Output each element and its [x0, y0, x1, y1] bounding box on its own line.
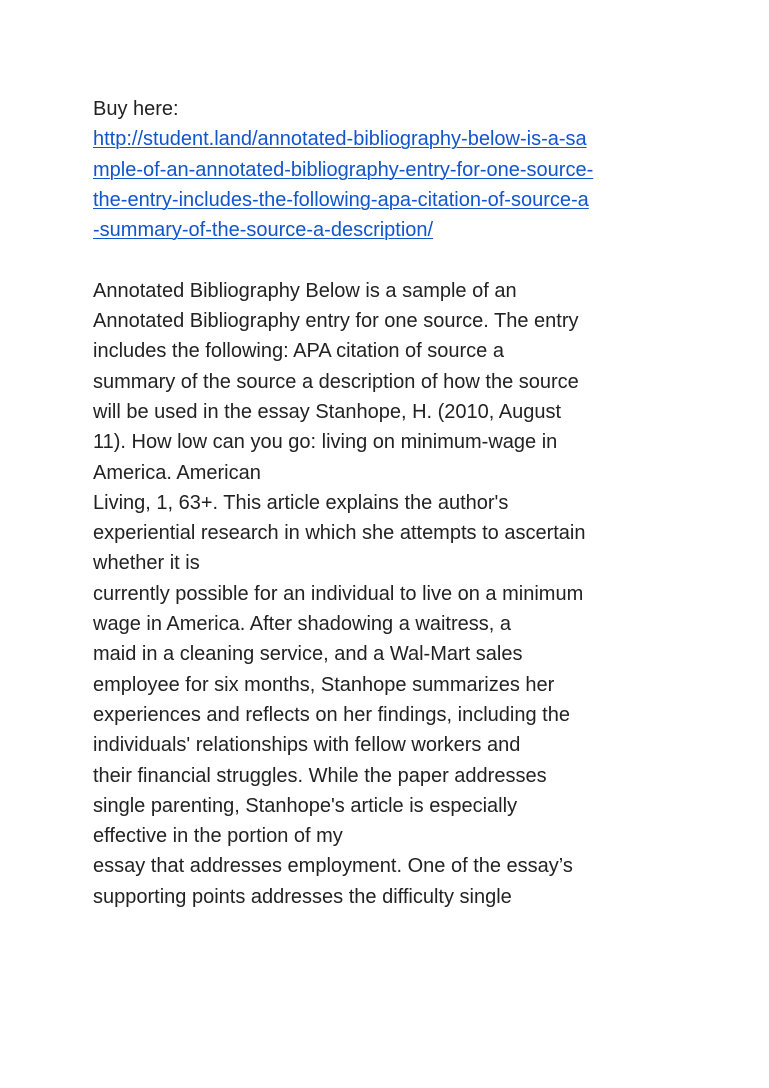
body-text-line: supporting points addresses the difficulty single [93, 885, 512, 908]
body-text-line: Living, 1, 63+. This article explains the author's [93, 491, 509, 514]
buy-here-label: Buy here: [93, 98, 179, 120]
body-text-line: individuals' relationships with fellow workers and [93, 734, 521, 757]
body-text-line: experiences and reflects on her findings, including the [93, 703, 570, 726]
body-text-line: employee for six months, Stanhope summarizes her [93, 673, 555, 696]
body-text-line: includes the following: APA citation of source a [93, 340, 504, 363]
body-text-line: experiential research in which she attempts to ascertain [93, 522, 586, 545]
purchase-link-line-3[interactable]: the-entry-includes-the-following-apa-citation-of-source-a [93, 188, 589, 211]
purchase-link-line-1[interactable]: http://student.land/annotated-bibliography-below-is-a-sa [93, 128, 587, 151]
body-text-line: summary of the source a description of how the source [93, 370, 579, 393]
body-text-line: single parenting, Stanhope's article is especially [93, 794, 518, 817]
body-text-line: wage in America. After shadowing a waitress, a [93, 613, 511, 636]
purchase-link-line-4[interactable]: -summary-of-the-source-a-description/ [93, 219, 434, 242]
body-text-line: America. American [93, 461, 261, 484]
body-text-line: 11). How low can you go: living on minimum-wage in [93, 431, 558, 454]
body-text-line: effective in the portion of my [93, 825, 343, 848]
body-text-line: whether it is [93, 552, 200, 575]
body-text-line: currently possible for an individual to live on a minimum [93, 582, 584, 605]
document-content [93, 94, 683, 912]
body-text-line: essay that addresses employment. One of the essay’s [93, 855, 573, 878]
purchase-link-line-2[interactable]: mple-of-an-annotated-bibliography-entry-for-one-source- [93, 158, 594, 181]
body-text-line: Annotated Bibliography entry for one source. The entry [93, 310, 579, 333]
body-text-line: will be used in the essay Stanhope, H. (2010, August [93, 400, 562, 423]
paragraph-spacer [93, 245, 683, 275]
body-text-line: Annotated Bibliography Below is a sample of an [93, 279, 517, 302]
body-text-line: their financial struggles. While the paper addresses [93, 764, 547, 787]
body-text-line: maid in a cleaning service, and a Wal-Mart sales [93, 643, 523, 666]
